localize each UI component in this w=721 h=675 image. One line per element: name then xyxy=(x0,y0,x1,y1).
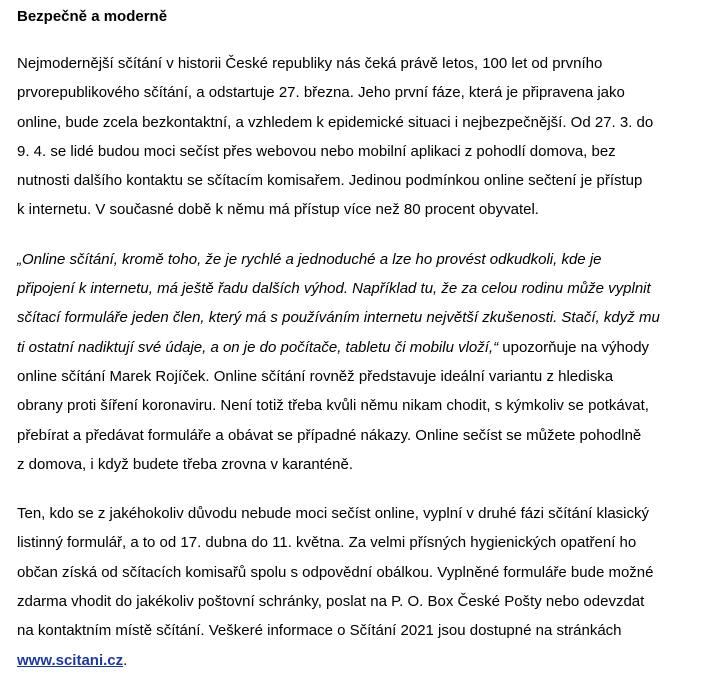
sentence-end: . xyxy=(123,651,128,669)
text-line: 9. 4. se lidé budou moci sečíst přes webovou nebo mobilní aplikaci z pohodlí domova, bez xyxy=(17,142,616,160)
paragraph-paper-form xyxy=(17,499,721,675)
article-heading: Bezpečně a moderně xyxy=(17,8,168,25)
quote-line: „Online sčítání, kromě toho, že je rychlé a jednoduché a lze ho provést odkudkoli, kde je xyxy=(17,250,602,268)
text-line: nutnosti dalšího kontaktu se sčítacím komisařem. Jedinou podmínkou online sečtení je přístup xyxy=(17,172,643,190)
scitani-link[interactable]: www.scitani.cz xyxy=(17,651,124,669)
text-line: přebírat a předávat formuláře a obávat se případné nákazy. Online sečíst se můžete pohodlně xyxy=(17,426,642,444)
text-line: online sčítání Marek Rojíček. Online sčítání rovněž představuje ideální variantu z hlediska xyxy=(17,367,614,385)
text-line: k internetu. V současné době k němu má přístup více než 80 procent obyvatel. xyxy=(17,201,539,219)
quote-attribution: upozorňuje na výhody xyxy=(498,338,650,356)
text-line: na kontaktním místě sčítání. Veškeré informace o Sčítání 2021 jsou dostupné na stránkách xyxy=(17,622,622,640)
quote-line: připojení k internetu, má ještě řadu dalších výhod. Například tu, že za celou rodinu může vyplnit xyxy=(17,280,651,298)
paragraph-quote xyxy=(17,245,721,479)
text-line: listinný formulář, a to od 17. dubna do 11. května. Za velmi přísných hygienických opatření ho xyxy=(17,534,637,552)
text-line: online, bude zcela bezkontaktní, a vzhledem k epidemické situaci i nejbezpečnější. Od 27. 3. do xyxy=(17,113,654,131)
paragraph-intro xyxy=(17,49,721,225)
text-line: z domova, i když budete třeba zrovna v karanténě. xyxy=(17,455,354,473)
text-line: prvorepublikového sčítání, a odstartuje 27. března. Jeho první fáze, která je připravena jako xyxy=(17,84,625,102)
text-line: Ten, kdo se z jakéhokoliv důvodu nebude moci sečíst online, vyplní v druhé fázi sčítání klasický xyxy=(17,505,649,523)
text-line: občan získá od sčítacích komisařů spolu s odpovědní obálkou. Vyplněné formuláře bude možné xyxy=(17,563,654,581)
text-line: Nejmodernější sčítání v historii České republiky nás čeká právě letos, 100 let od prvního xyxy=(17,55,603,72)
quote-line: ti ostatní nadiktují své údaje, a on je do počítače, tabletu či mobilu vloží,“ xyxy=(17,338,499,356)
quote-line: sčítací formuláře jeden člen, který má s používáním internetu největší zkušenosti. Stačí, když mu xyxy=(17,309,660,327)
text-line: zdarma vhodit do jakékoliv poštovní schránky, poslat na P. O. Box České Pošty nebo odevzdat xyxy=(17,593,645,611)
text-line: obrany proti šíření koronaviru. Není totiž třeba kvůli němu nikam chodit, s kýmkoliv se potkávat, xyxy=(17,397,649,415)
